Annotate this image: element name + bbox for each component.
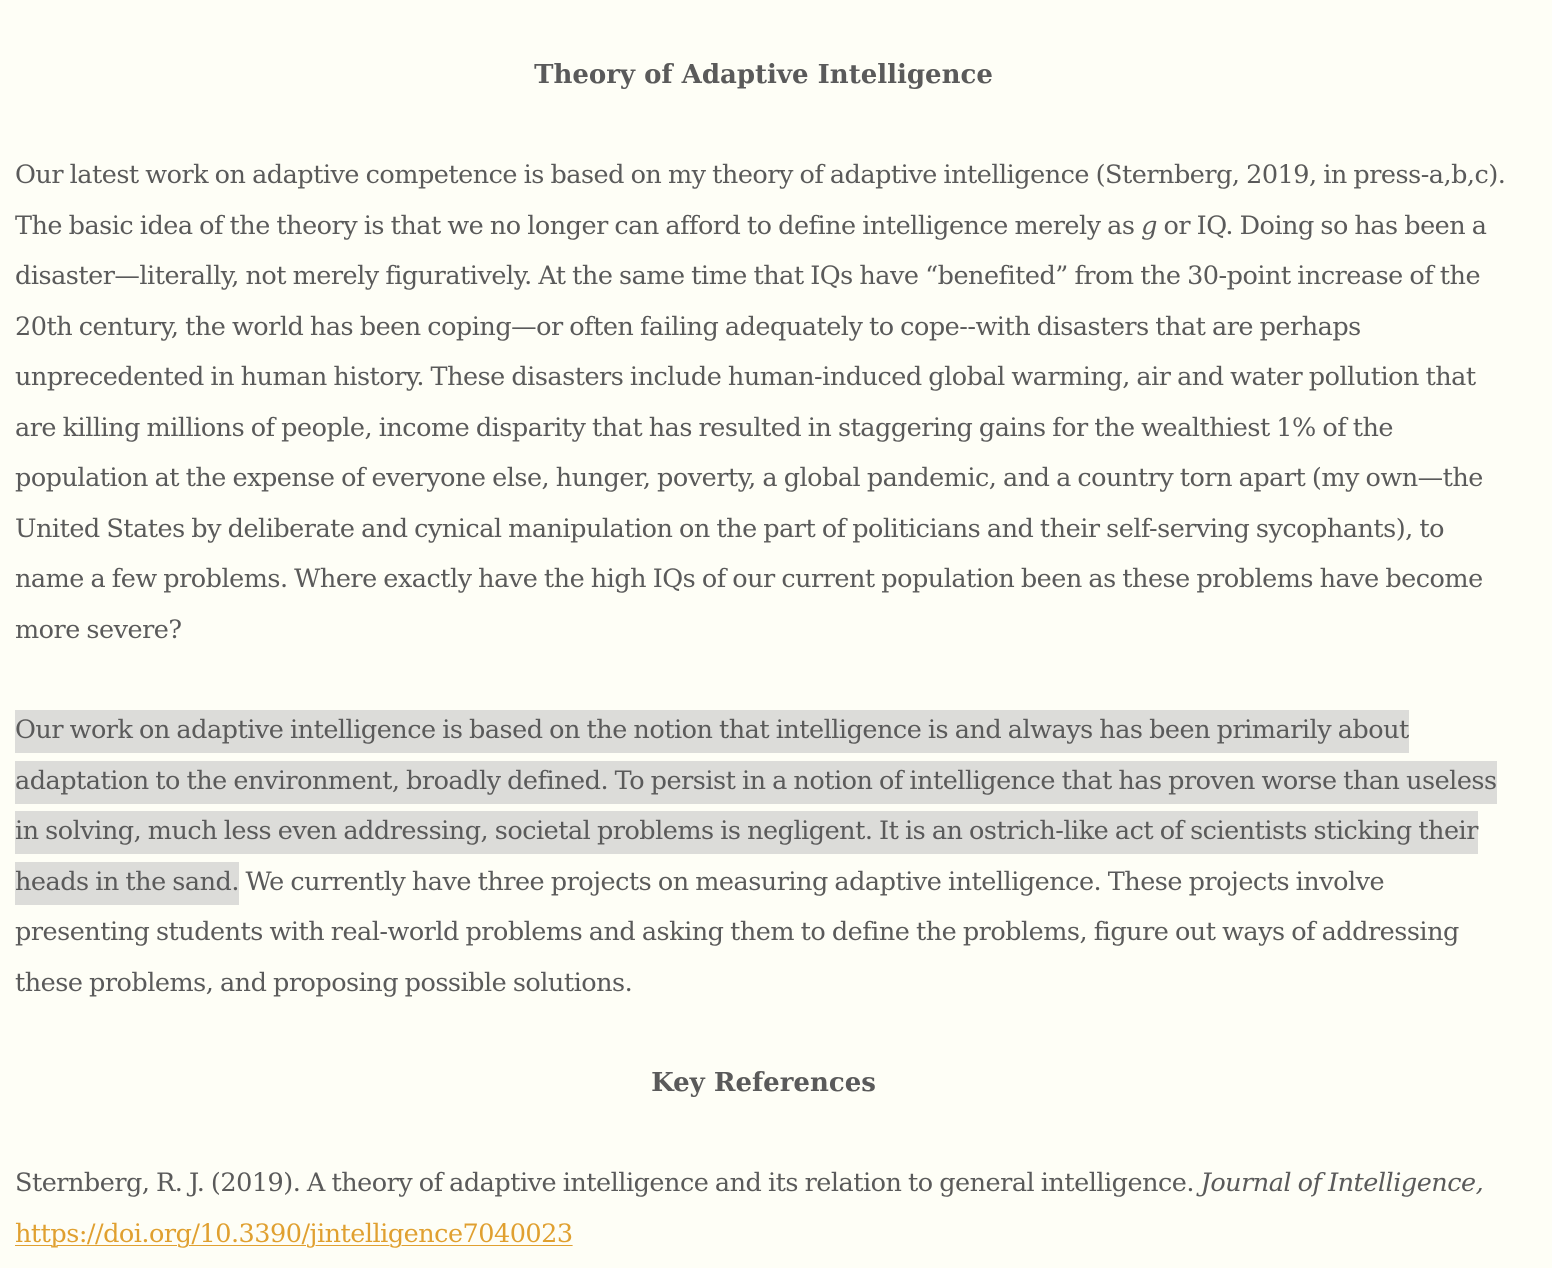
references-title: Key References — [651, 1068, 876, 1098]
paragraph-2-text: We currently have three projects on measuring adaptive intelligence. These projects involve presenting students with real-world problems and asking them to define the problems, figure out ways of addressing these problems, and proposing possible solutions. — [15, 866, 1459, 998]
paragraph-1-text-a: Our latest work on adaptive competence is based on my theory of adaptive intelligence (Sternberg, 2019, in press-a,b,c). The basic idea of the theory is that we no longer can afford to define intelligence merely as — [15, 160, 1506, 241]
paragraph-1-italic-g: g — [1141, 210, 1157, 241]
paragraph-1-text-b: or IQ. Doing so has been a disaster—literally, not merely figuratively. At the same time that IQs have “benefited” from the 30-point increase of the 20th century, the world has been coping—or often failing adequately to cope--with disasters that are perhaps unprecedented in human history. These disasters include human-induced global warming, air and water pollution that are killing millions of people, income disparity that has resulted in staggering gains for the wealthiest 1% of the population at the expense of everyone else, hunger, poverty, a global pandemic, and a country torn apart (my own—the United States by deliberate and cynical manipulation on the part of politicians and their self-serving sycophants), to name a few problems. Where exactly have the high IQs of our current population been as these problems have become more severe? — [15, 210, 1487, 645]
paragraph-1 — [15, 150, 1515, 655]
reference-journal: Journal of Intelligence, — [1200, 1168, 1484, 1198]
paragraph-2[interactable] — [15, 705, 1515, 1008]
reference-text: Sternberg, R. J. (2019). A theory of adaptive intelligence and its relation to general intelligence. — [15, 1168, 1201, 1198]
reference-item — [15, 1158, 1515, 1259]
section-title: Theory of Adaptive Intelligence — [534, 60, 993, 90]
doi-link[interactable]: https://doi.org/10.3390/jintelligence7040023 — [15, 1218, 573, 1249]
selected-text-highlight[interactable]: Our work on adaptive intelligence is based on the notion that intelligence is and always has been primarily about adaptation to the environment, broadly defined. To persist in a notion of intelligence that has proven worse than useless in solving, much less even addressing, societal problems is negligent. It is an ostrich-like act of scientists sticking their heads in the sand. — [15, 710, 1497, 905]
